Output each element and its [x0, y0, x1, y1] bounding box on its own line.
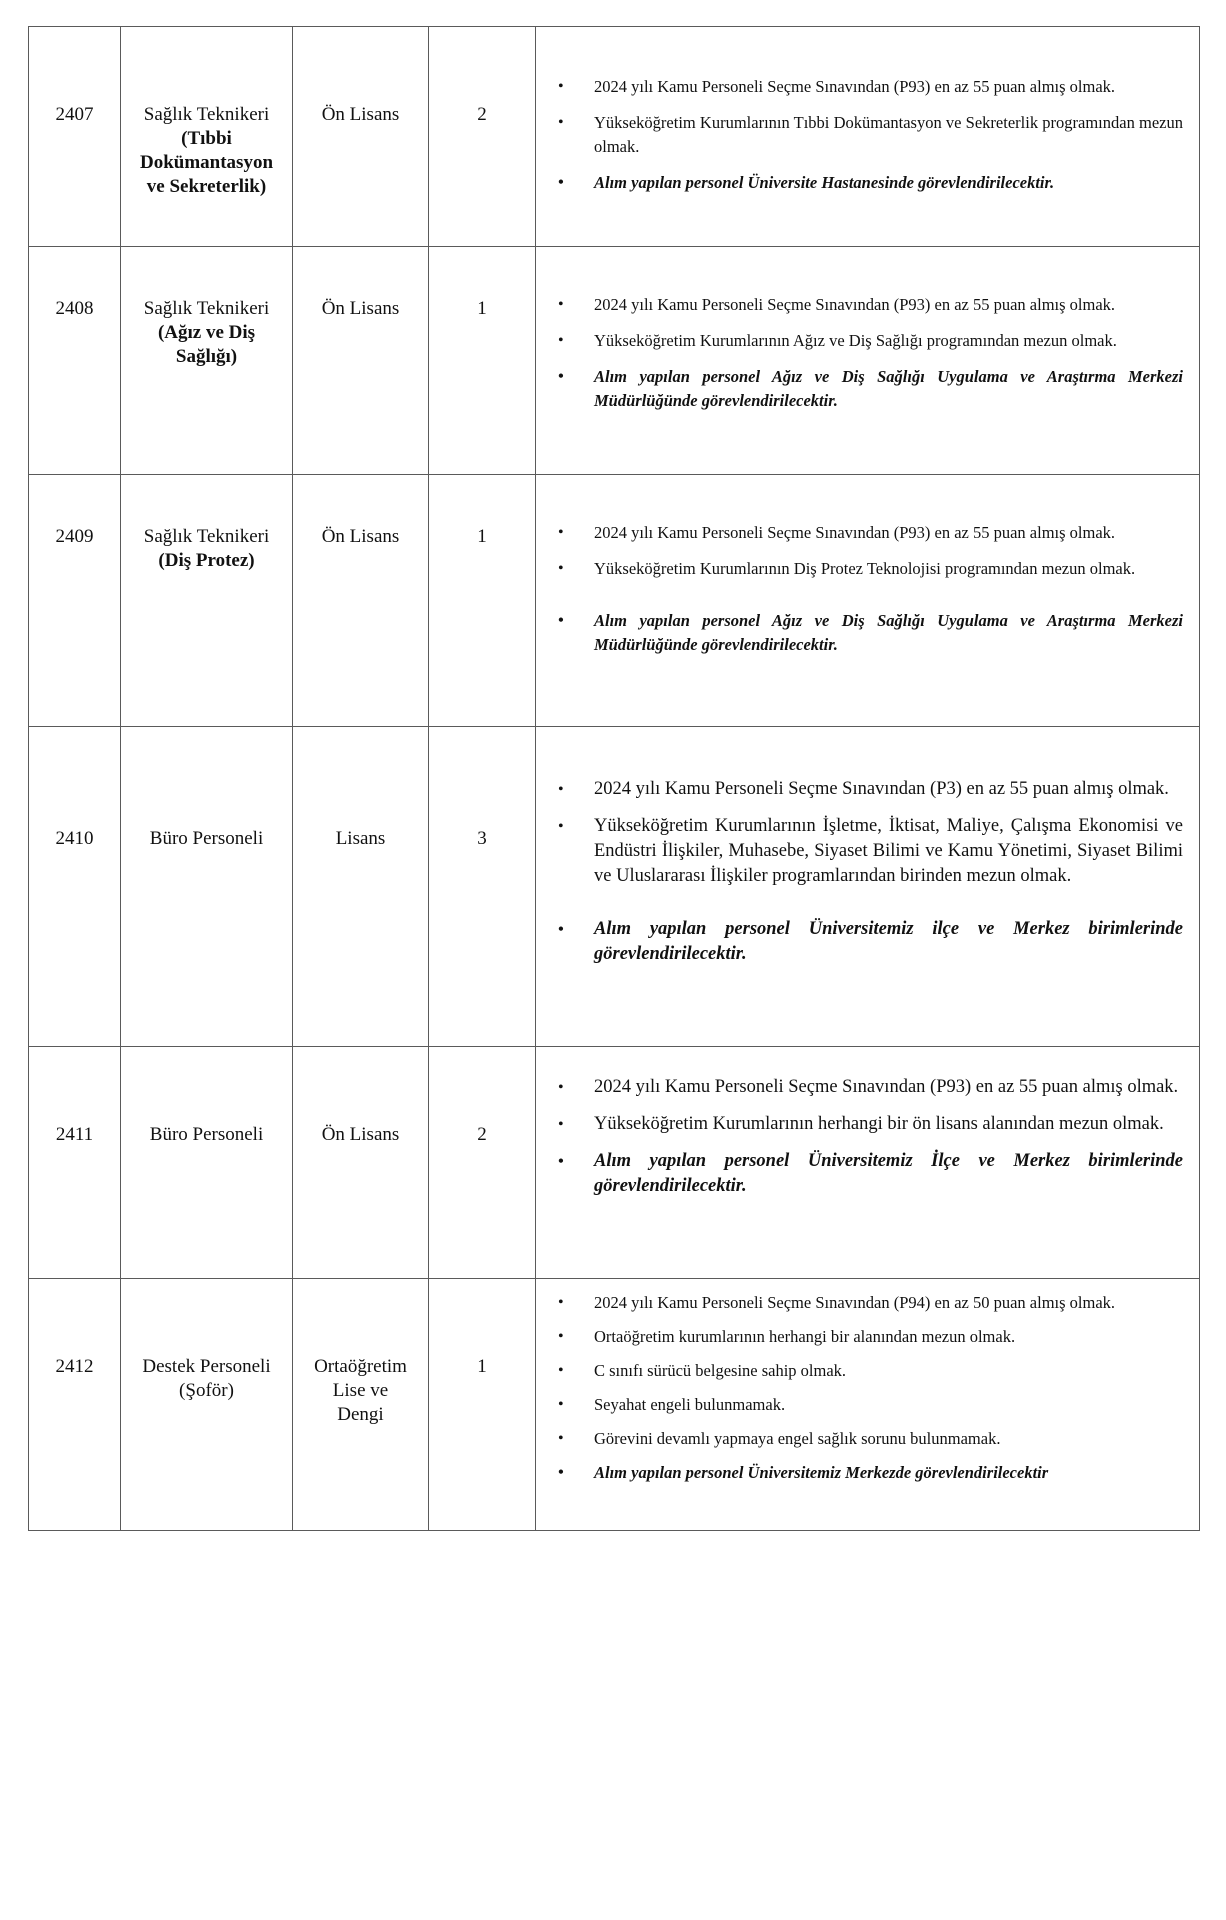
requirement-item: • Ortaöğretim kurumlarının herhangi bir alanından mezun olmak. — [558, 1325, 1183, 1349]
table-row — [29, 475, 1200, 727]
position-count: 2 — [477, 1124, 487, 1145]
requirement-item: • 2024 yılı Kamu Personeli Seçme Sınavından (P93) en az 55 puan almış olmak. — [558, 1075, 1183, 1100]
table-row — [29, 727, 1200, 1047]
position-count-cell — [429, 27, 536, 247]
requirement-item: • 2024 yılı Kamu Personeli Seçme Sınavından (P94) en az 50 puan almış olmak. — [558, 1291, 1183, 1315]
position-code-cell — [29, 475, 121, 727]
requirement-item: • Alım yapılan personel Üniversitemiz ilçe ve Merkez birimlerinde görevlendirilecektir. — [558, 919, 1183, 964]
position-title-line: (Diş Protez) — [158, 550, 255, 571]
education-level: Ön Lisans — [321, 526, 400, 547]
requirement-item: • Yükseköğretim Kurumlarının Tıbbi Dokümantasyon ve Sekreterlik programından mezun olmak. — [558, 113, 1183, 156]
requirement-item: • Yükseköğretim Kurumlarının İşletme, İktisat, Maliye, Çalışma Ekonomisi ve Endüstri İlişkiler, Muhasebe, Siyaset Bilimi ve Kamu Yönetimi, Siyaset Bilimi ve Uluslararası İlişkiler programlarından birinden mezun olmak. — [558, 816, 1183, 886]
position-title-cell — [121, 27, 293, 247]
bullet-icon: • — [558, 818, 564, 835]
requirement-item: • 2024 yılı Kamu Personeli Seçme Sınavından (P93) en az 55 puan almış olmak. — [558, 521, 1183, 545]
requirements-list — [536, 75, 1199, 195]
position-title-cell — [121, 247, 293, 475]
position-code-cell — [29, 1047, 121, 1279]
position-title-line: Büro Personeli — [149, 1124, 264, 1145]
requirements-list — [536, 777, 1199, 967]
requirements-cell — [536, 1279, 1200, 1531]
position-count: 1 — [477, 526, 487, 547]
education-level: Ön Lisans — [321, 1124, 400, 1145]
position-count-cell — [429, 727, 536, 1047]
position-count-cell — [429, 1047, 536, 1279]
requirements-cell — [536, 27, 1200, 247]
position-title-cell — [121, 475, 293, 727]
requirement-item: • Alım yapılan personel Üniversitemiz İlçe ve Merkez birimlerinde görevlendirilecektir. — [558, 1151, 1183, 1196]
education-level-cell — [293, 27, 429, 247]
table-row — [29, 1279, 1200, 1531]
requirement-item: • Yükseköğretim Kurumlarının Ağız ve Diş Sağlığı programından mezun olmak. — [558, 329, 1183, 353]
education-level-cell — [293, 1047, 429, 1279]
bullet-icon: • — [558, 332, 564, 349]
bullet-icon: • — [558, 1396, 564, 1413]
bullet-icon: • — [558, 1153, 564, 1170]
bullet-icon: • — [558, 1328, 564, 1345]
bullet-icon: • — [558, 1464, 564, 1481]
bullet-icon: • — [558, 296, 564, 313]
bullet-icon: • — [558, 1362, 564, 1379]
requirement-item: • 2024 yılı Kamu Personeli Seçme Sınavından (P93) en az 55 puan almış olmak. — [558, 75, 1183, 99]
education-level-cell — [293, 247, 429, 475]
bullet-icon: • — [558, 78, 564, 95]
bullet-icon: • — [558, 1116, 564, 1133]
bullet-icon: • — [558, 1294, 564, 1311]
requirement-item: • 2024 yılı Kamu Personeli Seçme Sınavından (P3) en az 55 puan almış olmak. — [558, 777, 1183, 802]
bullet-icon: • — [558, 781, 564, 798]
education-level: Lise ve — [332, 1380, 389, 1401]
requirement-item: • Alım yapılan personel Üniversitemiz Merkezde görevlendirilecektir — [558, 1461, 1183, 1485]
table-row — [29, 27, 1200, 247]
bullet-icon: • — [558, 368, 564, 385]
position-title-line: (Ağız ve Diş — [157, 322, 256, 343]
requirement-item: • Yükseköğretim Kurumlarının herhangi bir ön lisans alanından mezun olmak. — [558, 1112, 1183, 1137]
requirements-list — [536, 1075, 1199, 1199]
position-code-cell — [29, 727, 121, 1047]
requirements-cell — [536, 1047, 1200, 1279]
position-count: 2 — [477, 104, 487, 125]
position-title-cell — [121, 727, 293, 1047]
position-title-cell — [121, 1279, 293, 1531]
bullet-icon: • — [558, 174, 564, 191]
position-code: 2408 — [55, 298, 94, 319]
table-row — [29, 1047, 1200, 1279]
position-title-line: (Şoför) — [179, 1380, 234, 1401]
bullet-icon: • — [558, 921, 564, 938]
education-level-cell — [293, 1279, 429, 1531]
position-count: 1 — [477, 298, 487, 319]
requirement-item: • Alım yapılan personel Üniversite Hastanesinde görevlendirilecektir. — [558, 171, 1183, 195]
requirement-item: • C sınıfı sürücü belgesine sahip olmak. — [558, 1359, 1183, 1383]
position-title-line: Destek Personeli — [142, 1356, 271, 1377]
position-count: 1 — [477, 1356, 487, 1377]
position-count-cell — [429, 475, 536, 727]
education-level: Ön Lisans — [321, 298, 400, 319]
position-code-cell — [29, 247, 121, 475]
position-code: 2410 — [55, 828, 94, 849]
position-title-line: Sağlık Teknikeri — [143, 104, 270, 125]
requirement-item: • 2024 yılı Kamu Personeli Seçme Sınavından (P93) en az 55 puan almış olmak. — [558, 293, 1183, 317]
position-title-line: Sağlık Teknikeri — [143, 298, 270, 319]
position-title-line: Dokümantasyon — [139, 152, 274, 173]
requirements-cell — [536, 475, 1200, 727]
education-level-cell — [293, 727, 429, 1047]
position-count-cell — [429, 1279, 536, 1531]
table-row — [29, 247, 1200, 475]
position-title-line: Büro Personeli — [149, 828, 264, 849]
position-code: 2412 — [55, 1356, 94, 1377]
education-level: Ön Lisans — [321, 104, 400, 125]
requirement-item: • Seyahat engeli bulunmamak. — [558, 1393, 1183, 1417]
education-level-cell — [293, 475, 429, 727]
position-title-line: Sağlık Teknikeri — [143, 526, 270, 547]
bullet-icon: • — [558, 524, 564, 541]
requirements-list — [536, 521, 1199, 657]
bullet-icon: • — [558, 612, 564, 629]
education-level: Ortaöğretim — [314, 1356, 407, 1377]
requirements-list — [536, 293, 1199, 413]
education-level: Dengi — [337, 1404, 384, 1425]
position-code-cell — [29, 1279, 121, 1531]
requirement-item: • Alım yapılan personel Ağız ve Diş Sağlığı Uygulama ve Araştırma Merkezi Müdürlüğünde görevlendirilecektir. — [558, 367, 1183, 410]
position-count: 3 — [477, 828, 487, 849]
position-code-cell — [29, 27, 121, 247]
position-title-cell — [121, 1047, 293, 1279]
positions-table — [28, 26, 1200, 1531]
education-level: Lisans — [335, 828, 386, 849]
position-title-line: Sağlığı) — [175, 346, 238, 367]
requirements-cell — [536, 247, 1200, 475]
bullet-icon: • — [558, 560, 564, 577]
position-title-line: (Tıbbi — [181, 128, 232, 149]
bullet-icon: • — [558, 1079, 564, 1096]
requirements-cell — [536, 727, 1200, 1047]
bullet-icon: • — [558, 114, 564, 131]
requirement-item: • Yükseköğretim Kurumlarının Diş Protez Teknolojisi programından mezun olmak. — [558, 557, 1183, 581]
bullet-icon: • — [558, 1430, 564, 1447]
position-code: 2409 — [55, 526, 94, 547]
position-count-cell — [429, 247, 536, 475]
position-title-line: ve Sekreterlik) — [146, 176, 267, 197]
position-code: 2407 — [55, 104, 94, 125]
requirement-item: • Alım yapılan personel Ağız ve Diş Sağlığı Uygulama ve Araştırma Merkezi Müdürlüğünde görevlendirilecektir. — [558, 611, 1183, 654]
requirements-list — [536, 1291, 1199, 1485]
position-code: 2411 — [55, 1124, 94, 1145]
requirement-item: • Görevini devamlı yapmaya engel sağlık sorunu bulunmamak. — [558, 1427, 1183, 1451]
